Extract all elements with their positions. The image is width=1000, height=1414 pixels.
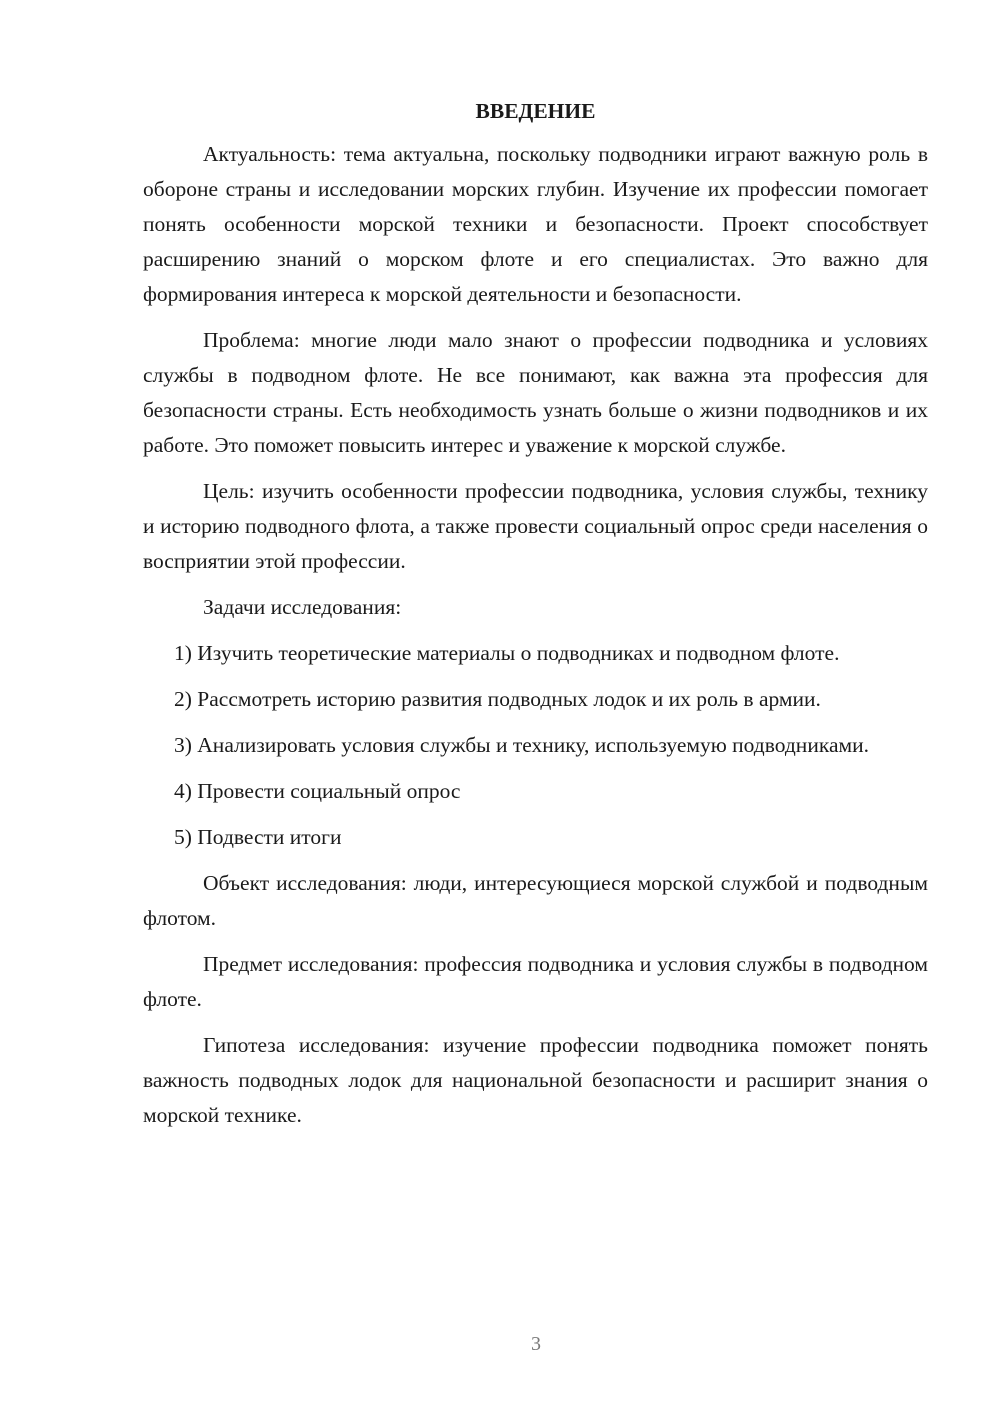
paragraph-hypothesis: Гипотеза исследования: изучение профессии подводника поможет понять важность подводных лодок для национальной безопасности и расширит знания о морской технике. bbox=[143, 1033, 928, 1127]
document-page bbox=[143, 95, 928, 1144]
paragraph-problem: Проблема: многие люди мало знают о профессии подводника и условиях службы в подводном флоте. Не все понимают, как важна эта профессия для безопасности страны. Есть необходимость узнать больше о жизни подводников и их работе. Это поможет повысить интерес и уважение к морской службе. bbox=[143, 328, 928, 457]
page-number: 3 bbox=[531, 1333, 541, 1355]
task-item-5: 5) Подвести итоги bbox=[174, 825, 342, 849]
task-item-1: 1) Изучить теоретические материалы о подводниках и подводном флоте. bbox=[174, 641, 840, 665]
task-item-4: 4) Провести социальный опрос bbox=[174, 779, 461, 803]
task-item-3: 3) Анализировать условия службы и технику, используемую подводниками. bbox=[174, 733, 869, 757]
paragraph-goal: Цель: изучить особенности профессии подводника, условия службы, технику и историю подводного флота, а также провести социальный опрос среди населения о восприятии этой профессии. bbox=[143, 479, 928, 573]
section-heading: ВВЕДЕНИЕ bbox=[475, 99, 596, 123]
paragraph-relevance: Актуальность: тема актуальна, поскольку подводники играют важную роль в обороне страны и исследовании морских глубин. Изучение их профессии помогает понять особенности морской техники и безопасности. Проект способствует расширению знаний о морском флоте и его специалистах. Это важно для формирования интереса к морской деятельности и безопасности. bbox=[143, 142, 928, 306]
paragraph-object: Объект исследования: люди, интересующиеся морской службой и подводным флотом. bbox=[143, 871, 928, 930]
paragraph-tasks-intro: Задачи исследования: bbox=[203, 595, 402, 619]
paragraph-subject: Предмет исследования: профессия подводника и условия службы в подводном флоте. bbox=[143, 952, 928, 1011]
task-item-2: 2) Рассмотреть историю развития подводных лодок и их роль в армии. bbox=[174, 687, 821, 711]
